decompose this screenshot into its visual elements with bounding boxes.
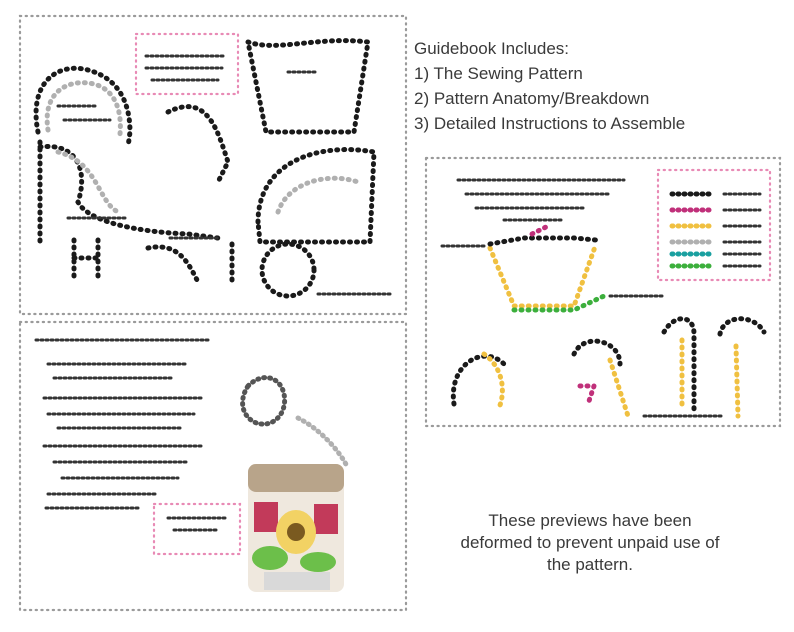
disclaimer-line-2: deformed to prevent unpaid use of (460, 533, 720, 552)
anatomy-drawing (424, 154, 784, 430)
guidebook-includes (414, 36, 774, 136)
anatomy-sheet (424, 154, 784, 430)
guidebook-item-anatomy: 2) Pattern Anatomy/Breakdown (414, 89, 650, 108)
preview-disclaimer (440, 510, 740, 576)
instructions-drawing (18, 318, 410, 614)
instructions-sheet (18, 318, 410, 614)
disclaimer-line-3: the pattern. (546, 555, 633, 574)
guidebook-item-sewing-pattern: 1) The Sewing Pattern (414, 64, 583, 83)
disclaimer-line-1: These previews have been (488, 511, 692, 530)
guidebook-item-instructions: 3) Detailed Instructions to Assemble (414, 114, 686, 133)
pattern-pieces-drawing (18, 12, 410, 318)
pattern-pieces-sheet (18, 12, 410, 318)
preview-photo (248, 464, 344, 592)
guidebook-heading: Guidebook Includes: (414, 39, 569, 58)
